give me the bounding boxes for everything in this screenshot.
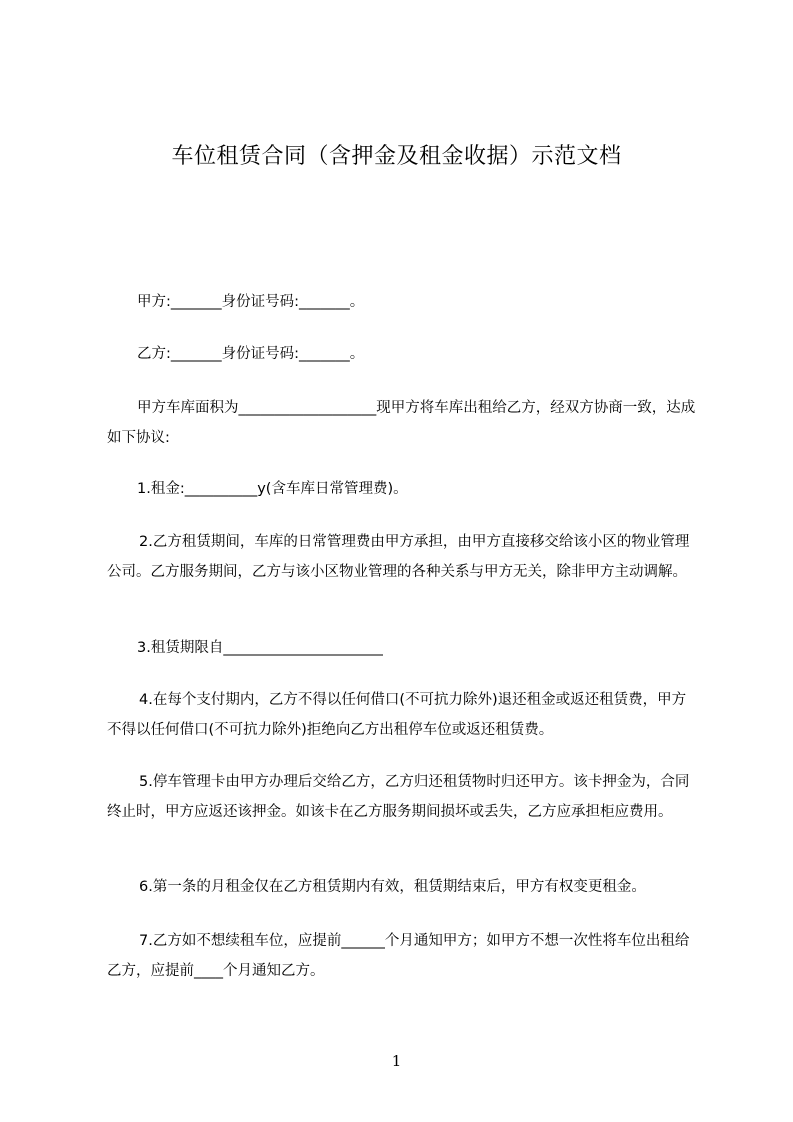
party-a-line: 甲方:_______身份证号码:_______。 (137, 294, 365, 310)
document-title: 车位租赁合同（含押金及租金收据）示范文档 (171, 144, 622, 169)
clause-2: 2.乙方租赁期间，车库的日常管理费由甲方承担，由甲方直接移交给该小区的物业管理公司。乙方服务期间，乙方与该小区物业管理的各种关系与甲方无关，除非甲方主动调解。 (107, 534, 690, 580)
party-b-line: 乙方:_______身份证号码:_______。 (137, 346, 365, 362)
clause-1: 1.租金:__________y(含车库日常管理费)。 (137, 481, 408, 497)
clause-3: 3.租赁期限自______________________ (137, 640, 383, 656)
page-number: 1 (391, 1052, 402, 1070)
clause-7: 7.乙方如不想续租车位，应提前______个月通知甲方；如甲方不想一次性将车位出租给乙方，应提前____个月通知乙方。 (107, 933, 690, 979)
clause-4: 4.在每个支付期内，乙方不得以任何借口(不可抗力除外)退还租金或返还租赁费，甲方不得以任何借口(不可抗力除外)拒绝向乙方出租停车位或返还租赁费。 (107, 692, 687, 738)
intro-paragraph: 甲方车库面积为___________________现甲方将车库出租给乙方，经双方协商一致，达成如下协议: (107, 400, 696, 446)
clause-6: 6.第一条的月租金仅在乙方租赁期内有效，租赁期结束后，甲方有权变更租金。 (139, 879, 646, 895)
clause-5: 5.停车管理卡由甲方办理后交给乙方，乙方归还租赁物时归还甲方。该卡押金为，合同终止时，甲方应返还该押金。如该卡在乙方服务期间损坏或丢失，乙方应承担柜应费用。 (107, 774, 690, 820)
